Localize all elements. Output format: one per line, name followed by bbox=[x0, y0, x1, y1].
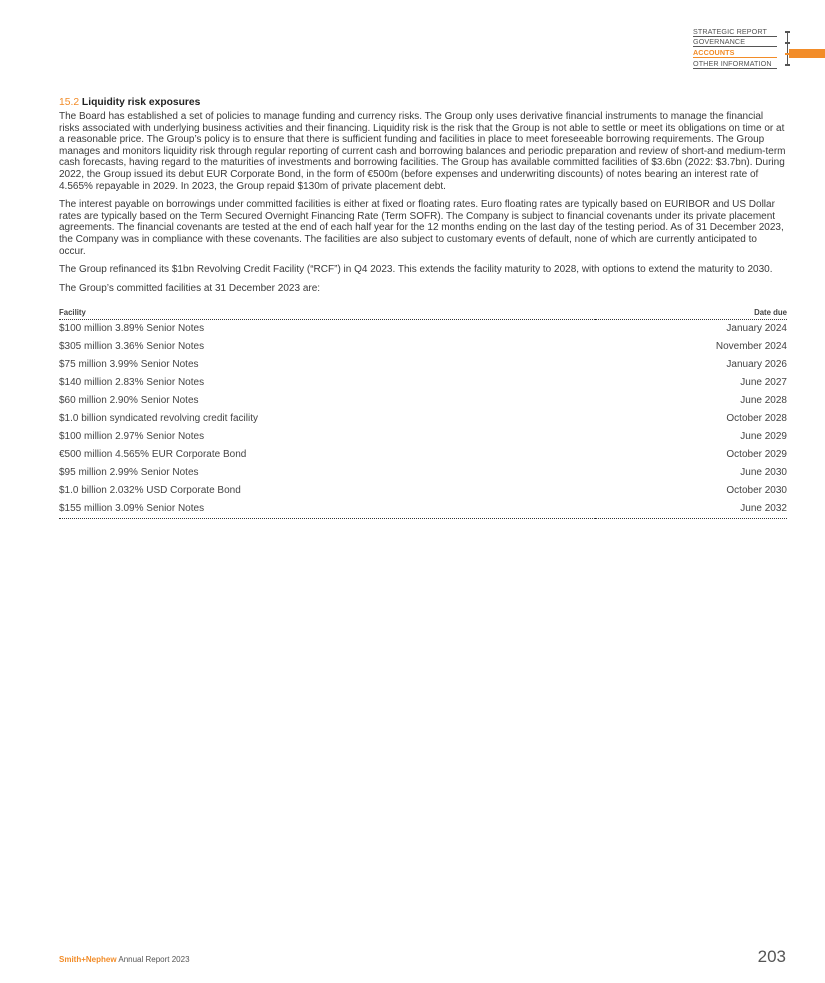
main-content bbox=[59, 96, 786, 519]
nav-marker-strategic-report bbox=[785, 31, 790, 33]
paragraph-refinancing: The Group refinanced its $1bn Revolving Credit Facility (“RCF”) in Q4 2023. This extends the facility maturity to 2028, with options to extend the maturity to 2030. bbox=[59, 264, 773, 276]
facility-cell: $155 million 3.09% Senior Notes bbox=[59, 500, 595, 519]
facility-cell: $60 million 2.90% Senior Notes bbox=[59, 395, 199, 407]
facility-cell: $100 million 2.97% Senior Notes bbox=[59, 431, 205, 443]
date-due-cell: October 2029 bbox=[726, 449, 787, 461]
date-due-cell: June 2029 bbox=[740, 431, 787, 443]
facility-cell: $95 million 2.99% Senior Notes bbox=[59, 467, 199, 479]
table-row bbox=[59, 410, 787, 428]
section-navigation bbox=[693, 27, 825, 72]
section-title: Liquidity risk exposures bbox=[81, 97, 201, 108]
report-name: Annual Report 2023 bbox=[118, 955, 190, 964]
facility-cell: $75 million 3.99% Senior Notes bbox=[59, 359, 199, 371]
table-row bbox=[59, 500, 787, 519]
nav-item-other-information[interactable]: OTHER INFORMATION bbox=[693, 59, 777, 69]
column-header-facility: Facility bbox=[59, 307, 595, 320]
date-due-cell: January 2024 bbox=[726, 323, 787, 335]
section-heading bbox=[59, 96, 786, 109]
committed-facilities-table bbox=[59, 307, 787, 519]
active-section-tab bbox=[789, 49, 825, 58]
table-row bbox=[59, 356, 787, 374]
nav-marker-other-information bbox=[785, 64, 790, 66]
date-due-cell: June 2027 bbox=[740, 377, 787, 389]
date-due-cell: June 2032 bbox=[595, 500, 787, 519]
date-due-cell: January 2026 bbox=[726, 359, 787, 371]
date-due-cell: November 2024 bbox=[715, 341, 787, 353]
table-row bbox=[59, 392, 787, 410]
table-header-row bbox=[59, 307, 787, 320]
table-row bbox=[59, 464, 787, 482]
facility-cell: $1.0 billion 2.032% USD Corporate Bond bbox=[59, 485, 241, 497]
page-number: 203 bbox=[757, 947, 786, 966]
date-due-cell: June 2028 bbox=[740, 395, 787, 407]
date-due-cell: October 2030 bbox=[726, 485, 787, 497]
table-row bbox=[59, 374, 787, 392]
paragraph-facilities-intro: The Group’s committed facilities at 31 December 2023 are: bbox=[59, 282, 321, 294]
nav-marker-governance bbox=[785, 42, 790, 44]
table-row bbox=[59, 338, 787, 356]
date-due-cell: June 2030 bbox=[740, 467, 787, 479]
facility-cell: $305 million 3.36% Senior Notes bbox=[59, 341, 205, 353]
facility-cell: $100 million 3.89% Senior Notes bbox=[59, 323, 205, 335]
paragraph-policy: The Board has established a set of policies to manage funding and currency risks. The Group only uses derivative financial instruments to manage the financial risks associated with underlying business activities and their financing. Liquidity risk is the risk that the Group is not able to settle or meet its obligations on time or at a reasonable price. The Group’s policy is to ensure that there is sufficient funding and facilities in place to meet foreseeable borrowing requirements. The Group manages and monitors liquidity risk through regular reporting of current cash and borrowing balances and periodic preparation and review of short-and medium-term cash forecasts, having regard to the maturities of investments and borrowing facilities. The Group has available committed facilities of $3.6bn (2022: $3.7bn). During 2022, the Group issued its debut EUR Corporate Bond, in the form of €500m (before expenses and underwriting discounts) of notes bearing an interest rate of 4.565% repayable in 2029. In 2023, the Group repaid $130m of private placement debt. bbox=[59, 111, 786, 192]
table-row bbox=[59, 320, 787, 339]
brand-name: Smith+Nephew bbox=[59, 955, 117, 964]
table-row bbox=[59, 482, 787, 500]
section-number: 15.2 bbox=[59, 97, 80, 108]
paragraph-interest: The interest payable on borrowings under committed facilities is either at fixed or floating rates. Euro floating rates are typically based on EURIBOR and US Dollar rates are typically based on the Term Secured Overnight Financing Rate (Term SOFR). The Company is subject to financial covenants under its private placement agreements. The financial covenants are tested at the end of each half year for the 12 months ending on the last day of the testing period. As of 31 December 2023, the Company was in compliance with these covenants. The facilities are also subject to customary events of default, none of which are currently anticipated to occur. bbox=[59, 199, 784, 257]
nav-item-accounts[interactable]: ACCOUNTS bbox=[693, 48, 777, 58]
facility-cell: $1.0 billion syndicated revolving credit facility bbox=[59, 413, 258, 425]
column-header-date-due: Date due bbox=[595, 307, 787, 320]
nav-item-governance[interactable]: GOVERNANCE bbox=[693, 37, 777, 47]
nav-item-strategic-report[interactable]: STRATEGIC REPORT bbox=[693, 27, 777, 37]
table-row bbox=[59, 428, 787, 446]
nav-track-line bbox=[787, 31, 788, 65]
facility-cell: $140 million 2.83% Senior Notes bbox=[59, 377, 205, 389]
date-due-cell: October 2028 bbox=[726, 413, 787, 425]
table-row bbox=[59, 446, 787, 464]
facility-cell: €500 million 4.565% EUR Corporate Bond bbox=[59, 449, 247, 461]
footer-brand bbox=[59, 955, 190, 964]
